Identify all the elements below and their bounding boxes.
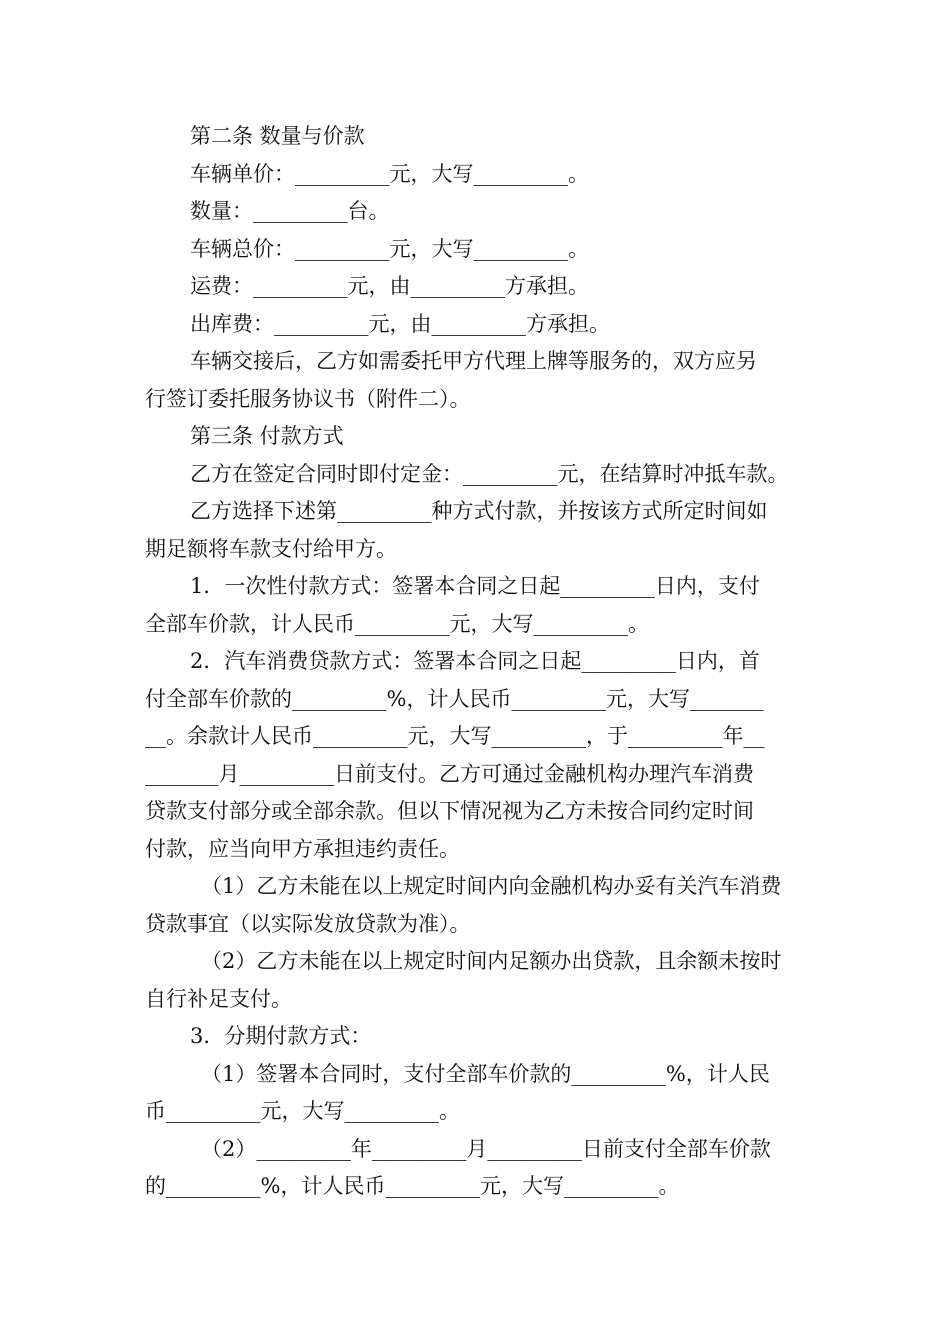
document-body <box>145 118 815 1206</box>
unit-price-line: 车辆单价：_________元，大写_________。 <box>190 161 589 186</box>
clause-1-line: 全部车价款，计人民币_________元，大写_________。 <box>145 611 649 636</box>
clause-2-line: _______月_________日前支付。乙方可通过金融机构办理汽车消费 <box>145 761 754 786</box>
paragraph-line: 行签订委托服务协议书（附件二）。 <box>145 386 471 411</box>
sub-clause-line: 的_________%，计人民币_________元，大写_________。 <box>145 1174 680 1198</box>
warehouse-fee-line: 出库费：_________元，由_________方承担。 <box>190 311 610 336</box>
clause-3-line: 3．分期付款方式： <box>190 1024 372 1048</box>
sub-clause-line: 自行补足支付。 <box>145 986 292 1011</box>
clause-2-line: 贷款支付部分或全部余款。但以下情况视为乙方未按合同约定时间 <box>145 799 754 823</box>
sub-clause-line: （2）乙方未能在以上规定时间内足额办出贷款，且余额未按时 <box>201 949 782 973</box>
sub-clause-line: （1）签署本合同时，支付全部车价款的_________%，计人民 <box>201 1061 770 1086</box>
paragraph-line: 乙方选择下述第_________种方式付款，并按该方式所定时间如 <box>190 499 768 523</box>
freight-line: 运费：_________元，由_________方承担。 <box>190 274 589 298</box>
total-price-line: 车辆总价：_________元，大写_________。 <box>190 236 589 261</box>
quantity-line: 数量：_________台。 <box>190 199 390 223</box>
section-heading-3: 第三条 付款方式 <box>190 424 344 448</box>
clause-1-line: 1．一次性付款方式：签署本合同之日起_________日内，支付 <box>190 574 760 598</box>
paragraph-line: 期足额将车款支付给甲方。 <box>145 536 397 561</box>
sub-clause-line: （1）乙方未能在以上规定时间内向金融机构办妥有关汽车消费 <box>201 874 782 898</box>
clause-2-line: 2．汽车消费贷款方式：签署本合同之日起_________日内，首 <box>190 649 760 673</box>
section-heading-2: 第二条 数量与价款 <box>190 124 365 148</box>
sub-clause-line: 贷款事宜（以实际发放贷款为准）。 <box>145 911 471 936</box>
sub-clause-line: 币_________元，大写_________。 <box>145 1099 460 1123</box>
sub-clause-line: （2）_________年_________月_________日前支付全部车价款 <box>201 1136 771 1161</box>
clause-2-line: 付全部车价款的_________%，计人民币_________元，大写_______ <box>145 686 764 711</box>
deposit-line: 乙方在签定合同时即付定金：_________元，在结算时冲抵车款。 <box>190 461 789 486</box>
clause-2-line: 付款，应当向甲方承担违约责任。 <box>145 836 460 861</box>
paragraph-line: 车辆交接后，乙方如需委托甲方代理上牌等服务的，双方应另 <box>190 349 757 373</box>
clause-2-line: __。余款计人民币_________元，大写_________，于_________年__ <box>145 724 765 748</box>
